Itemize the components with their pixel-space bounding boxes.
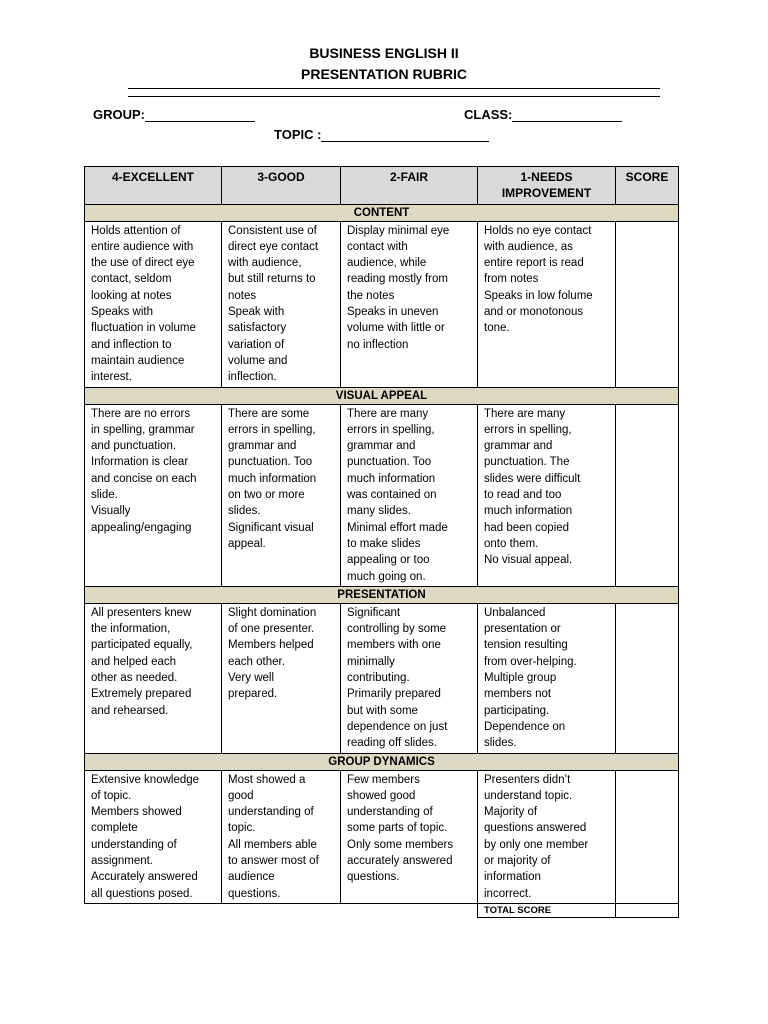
criteria-text-line: incorrect. bbox=[484, 887, 532, 900]
criteria-cell-excellent bbox=[85, 603, 222, 753]
score-cell-content[interactable] bbox=[616, 221, 679, 387]
section-title-visual-appeal: VISUAL APPEAL bbox=[85, 387, 679, 404]
criteria-text-line: and concise on each bbox=[91, 472, 197, 485]
criteria-cell-needs-improvement bbox=[478, 404, 616, 586]
title-divider-bottom bbox=[128, 96, 660, 97]
score-cell-group-dynamics[interactable] bbox=[616, 770, 679, 903]
criteria-text-line: and punctuation. bbox=[91, 440, 177, 453]
criteria-row-presentation bbox=[85, 603, 679, 753]
criteria-text-line: of one presenter. bbox=[228, 623, 315, 636]
criteria-text-line: to answer most of bbox=[228, 854, 319, 867]
score-cell-visual-appeal[interactable] bbox=[616, 404, 679, 586]
criteria-text-line: Extremely prepared bbox=[91, 688, 192, 701]
section-title-group-dynamics: GROUP DYNAMICS bbox=[85, 753, 679, 770]
criteria-text-line: but with some bbox=[347, 704, 418, 717]
criteria-text-line: Speak with bbox=[228, 306, 285, 319]
criteria-text-line: and rehearsed. bbox=[91, 704, 169, 717]
criteria-text-line: punctuation. The bbox=[484, 456, 570, 469]
criteria-text-line: There are many bbox=[484, 407, 566, 420]
criteria-text-line: Speaks in low folume bbox=[484, 289, 593, 302]
criteria-text-line: No visual appeal. bbox=[484, 554, 573, 567]
criteria-text-line: questions. bbox=[228, 887, 281, 900]
criteria-text-line: errors in spelling, bbox=[484, 423, 572, 436]
criteria-text-line: entire report is read bbox=[484, 257, 584, 270]
empty-cell bbox=[222, 903, 341, 917]
criteria-text-line: variation of bbox=[228, 338, 285, 351]
criteria-text-line: satisfactory bbox=[228, 322, 287, 335]
score-cell-presentation[interactable] bbox=[616, 603, 679, 753]
criteria-row-group-dynamics bbox=[85, 770, 679, 903]
section-title-content: CONTENT bbox=[85, 204, 679, 221]
criteria-text-line: Members helped bbox=[228, 639, 314, 652]
criteria-text-line: was contained on bbox=[347, 489, 437, 502]
criteria-text-line: dependence on just bbox=[347, 720, 448, 733]
criteria-text-line: good bbox=[228, 789, 254, 802]
criteria-text-line: and inflection to bbox=[91, 338, 172, 351]
criteria-text-line: punctuation. Too bbox=[228, 456, 313, 469]
criteria-text-line: Most showed a bbox=[228, 773, 306, 786]
criteria-text-line: members with one bbox=[347, 639, 441, 652]
criteria-text-line: other as needed. bbox=[91, 672, 178, 685]
criteria-text-line: There are no errors bbox=[91, 407, 191, 420]
criteria-text-line: each other. bbox=[228, 655, 285, 668]
criteria-text-line: onto them. bbox=[484, 537, 539, 550]
criteria-text-line: errors in spelling, bbox=[347, 423, 435, 436]
criteria-text-line: Minimal effort made bbox=[347, 521, 448, 534]
criteria-text-line: Few members bbox=[347, 773, 420, 786]
criteria-text-line: Accurately answered bbox=[91, 871, 198, 884]
criteria-text-line: to read and too bbox=[484, 489, 562, 502]
criteria-text-line: participating. bbox=[484, 704, 550, 717]
criteria-text-line: Unbalanced bbox=[484, 606, 546, 619]
criteria-text-line: had been copied bbox=[484, 521, 570, 534]
criteria-text-line: slides. bbox=[484, 737, 517, 750]
criteria-text-line: controlling by some bbox=[347, 623, 447, 636]
total-score-row bbox=[85, 903, 679, 917]
criteria-text-line: Speaks in uneven bbox=[347, 306, 439, 319]
class-blank-line[interactable] bbox=[512, 109, 622, 122]
criteria-text-line: Multiple group bbox=[484, 672, 557, 685]
criteria-text-line: notes bbox=[228, 289, 257, 302]
criteria-text-line: slide. bbox=[91, 489, 118, 502]
criteria-text-line: All members able bbox=[228, 838, 317, 851]
total-score-label: TOTAL SCORE bbox=[478, 903, 616, 917]
criteria-cell-excellent bbox=[85, 770, 222, 903]
criteria-text-line: audience bbox=[228, 871, 275, 884]
column-header-fair: 2-FAIR bbox=[341, 167, 478, 205]
criteria-text-line: the use of direct eye bbox=[91, 257, 195, 270]
criteria-text-line: all questions posed. bbox=[91, 887, 193, 900]
empty-cell bbox=[341, 903, 478, 917]
criteria-text-line: interest. bbox=[91, 371, 132, 384]
criteria-text-line: contact with bbox=[347, 240, 408, 253]
criteria-text-line: Information is clear bbox=[91, 456, 189, 469]
section-header-row bbox=[85, 204, 679, 221]
criteria-text-line: reading mostly from bbox=[347, 273, 448, 286]
criteria-text-line: inflection. bbox=[228, 371, 277, 384]
criteria-text-line: questions answered bbox=[484, 822, 587, 835]
criteria-text-line: understanding of bbox=[347, 806, 433, 819]
criteria-text-line: and or monotonous bbox=[484, 306, 584, 319]
criteria-text-line: complete bbox=[91, 822, 138, 835]
criteria-text-line: in spelling, grammar bbox=[91, 423, 195, 436]
criteria-text-line: with audience, as bbox=[484, 240, 573, 253]
criteria-text-line: the information, bbox=[91, 623, 171, 636]
criteria-text-line: the notes bbox=[347, 289, 395, 302]
criteria-text-line: much information bbox=[347, 472, 436, 485]
criteria-text-line: much information bbox=[484, 505, 573, 518]
criteria-text-line: fluctuation in volume bbox=[91, 322, 196, 335]
criteria-text-line: Visually bbox=[91, 505, 131, 518]
criteria-text-line: Significant bbox=[347, 606, 401, 619]
criteria-cell-good bbox=[222, 603, 341, 753]
class-field bbox=[464, 107, 622, 122]
criteria-text-line: some parts of topic. bbox=[347, 822, 448, 835]
criteria-text-line: minimally bbox=[347, 655, 395, 668]
criteria-text-line: with audience, bbox=[228, 257, 302, 270]
criteria-text-line: Slight domination bbox=[228, 606, 317, 619]
criteria-text-line: understanding of bbox=[228, 806, 314, 819]
criteria-cell-needs-improvement bbox=[478, 770, 616, 903]
criteria-text-line: Dependence on bbox=[484, 720, 566, 733]
criteria-cell-needs-improvement bbox=[478, 603, 616, 753]
document-subtitle: PRESENTATION RUBRIC bbox=[301, 66, 467, 82]
column-header-needs-improvement: 1-NEEDS IMPROVEMENT bbox=[478, 167, 616, 205]
criteria-text-line: Extensive knowledge bbox=[91, 773, 200, 786]
criteria-text-line: showed good bbox=[347, 789, 416, 802]
criteria-text-line: audience, while bbox=[347, 257, 427, 270]
criteria-text-line: Majority of bbox=[484, 806, 538, 819]
criteria-text-line: reading off slides. bbox=[347, 737, 437, 750]
criteria-text-line: from notes bbox=[484, 273, 539, 286]
criteria-text-line: prepared. bbox=[228, 688, 278, 701]
criteria-text-line: much going on. bbox=[347, 570, 426, 583]
criteria-text-line: contributing. bbox=[347, 672, 410, 685]
criteria-text-line: Only some members bbox=[347, 838, 454, 851]
criteria-text-line: information bbox=[484, 871, 541, 884]
criteria-cell-fair bbox=[341, 770, 478, 903]
criteria-text-line: Members showed bbox=[91, 806, 182, 819]
criteria-cell-fair bbox=[341, 404, 478, 586]
criteria-cell-fair bbox=[341, 603, 478, 753]
criteria-text-line: tension resulting bbox=[484, 639, 568, 652]
criteria-text-line: Holds no eye contact bbox=[484, 224, 592, 237]
criteria-text-line: grammar and bbox=[484, 440, 553, 453]
title-divider-top bbox=[128, 88, 660, 89]
criteria-text-line: of topic. bbox=[91, 789, 132, 802]
criteria-text-line: direct eye contact bbox=[228, 240, 319, 253]
criteria-text-line: appealing or too bbox=[347, 554, 430, 567]
criteria-cell-fair bbox=[341, 221, 478, 387]
criteria-text-line: by only one member bbox=[484, 838, 589, 851]
group-blank-line[interactable] bbox=[145, 109, 255, 122]
criteria-cell-good bbox=[222, 770, 341, 903]
criteria-text-line: All presenters knew bbox=[91, 606, 192, 619]
group-field bbox=[93, 107, 255, 122]
criteria-text-line: volume and bbox=[228, 354, 288, 367]
section-header-row bbox=[85, 753, 679, 770]
criteria-text-line: on two or more bbox=[228, 489, 305, 502]
section-header-row bbox=[85, 586, 679, 603]
criteria-text-line: topic. bbox=[228, 822, 256, 835]
topic-field bbox=[274, 127, 489, 142]
criteria-text-line: Significant visual bbox=[228, 521, 314, 534]
criteria-text-line: grammar and bbox=[347, 440, 416, 453]
criteria-cell-needs-improvement bbox=[478, 221, 616, 387]
criteria-text-line: understanding of bbox=[91, 838, 177, 851]
criteria-cell-good bbox=[222, 221, 341, 387]
section-header-row bbox=[85, 387, 679, 404]
criteria-text-line: understand topic. bbox=[484, 789, 573, 802]
criteria-text-line: many slides. bbox=[347, 505, 411, 518]
criteria-text-line: There are many bbox=[347, 407, 429, 420]
criteria-text-line: Holds attention of bbox=[91, 224, 181, 237]
criteria-text-line: and helped each bbox=[91, 655, 177, 668]
criteria-text-line: assignment. bbox=[91, 854, 154, 867]
criteria-text-line: much information bbox=[228, 472, 317, 485]
criteria-text-line: or majority of bbox=[484, 854, 551, 867]
criteria-cell-excellent bbox=[85, 221, 222, 387]
criteria-text-line: presentation or bbox=[484, 623, 561, 636]
criteria-text-line: maintain audience bbox=[91, 354, 185, 367]
empty-cell bbox=[85, 903, 222, 917]
criteria-text-line: Presenters didn’t bbox=[484, 773, 571, 786]
rubric-header-row bbox=[85, 167, 679, 205]
criteria-cell-excellent bbox=[85, 404, 222, 586]
criteria-text-line: tone. bbox=[484, 322, 510, 335]
criteria-text-line: looking at notes bbox=[91, 289, 172, 302]
criteria-text-line: Consistent use of bbox=[228, 224, 317, 237]
criteria-text-line: appealing/engaging bbox=[91, 521, 192, 534]
criteria-text-line: slides were difficult bbox=[484, 472, 581, 485]
criteria-text-line: contact, seldom bbox=[91, 273, 172, 286]
group-label: GROUP: bbox=[93, 107, 145, 122]
criteria-text-line: punctuation. Too bbox=[347, 456, 432, 469]
class-label: CLASS: bbox=[464, 107, 513, 122]
criteria-text-line: entire audience with bbox=[91, 240, 194, 253]
column-header-excellent: 4-EXCELLENT bbox=[85, 167, 222, 205]
total-score-cell[interactable] bbox=[616, 903, 679, 917]
document-title: BUSINESS ENGLISH II bbox=[309, 45, 459, 61]
criteria-cell-good bbox=[222, 404, 341, 586]
criteria-text-line: from over-helping. bbox=[484, 655, 577, 668]
criteria-text-line: but still returns to bbox=[228, 273, 316, 286]
criteria-text-line: Display minimal eye bbox=[347, 224, 450, 237]
criteria-text-line: errors in spelling, bbox=[228, 423, 316, 436]
criteria-text-line: members not bbox=[484, 688, 552, 701]
topic-label: TOPIC : bbox=[274, 127, 322, 142]
criteria-text-line: no inflection bbox=[347, 338, 409, 351]
criteria-text-line: Very well bbox=[228, 672, 275, 685]
criteria-text-line: There are some bbox=[228, 407, 310, 420]
criteria-text-line: accurately answered bbox=[347, 854, 453, 867]
criteria-text-line: questions. bbox=[347, 871, 400, 884]
topic-blank-line[interactable] bbox=[321, 129, 489, 142]
criteria-text-line: grammar and bbox=[228, 440, 297, 453]
criteria-text-line: slides. bbox=[228, 505, 261, 518]
criteria-row-content bbox=[85, 221, 679, 387]
criteria-row-visual-appeal bbox=[85, 404, 679, 586]
column-header-score: SCORE bbox=[616, 167, 679, 205]
criteria-text-line: to make slides bbox=[347, 537, 421, 550]
rubric-table bbox=[84, 166, 679, 918]
criteria-text-line: Speaks with bbox=[91, 306, 154, 319]
criteria-text-line: appeal. bbox=[228, 537, 266, 550]
section-title-presentation: PRESENTATION bbox=[85, 586, 679, 603]
column-header-good: 3-GOOD bbox=[222, 167, 341, 205]
criteria-text-line: volume with little or bbox=[347, 322, 445, 335]
criteria-text-line: participated equally, bbox=[91, 639, 193, 652]
criteria-text-line: Primarily prepared bbox=[347, 688, 441, 701]
